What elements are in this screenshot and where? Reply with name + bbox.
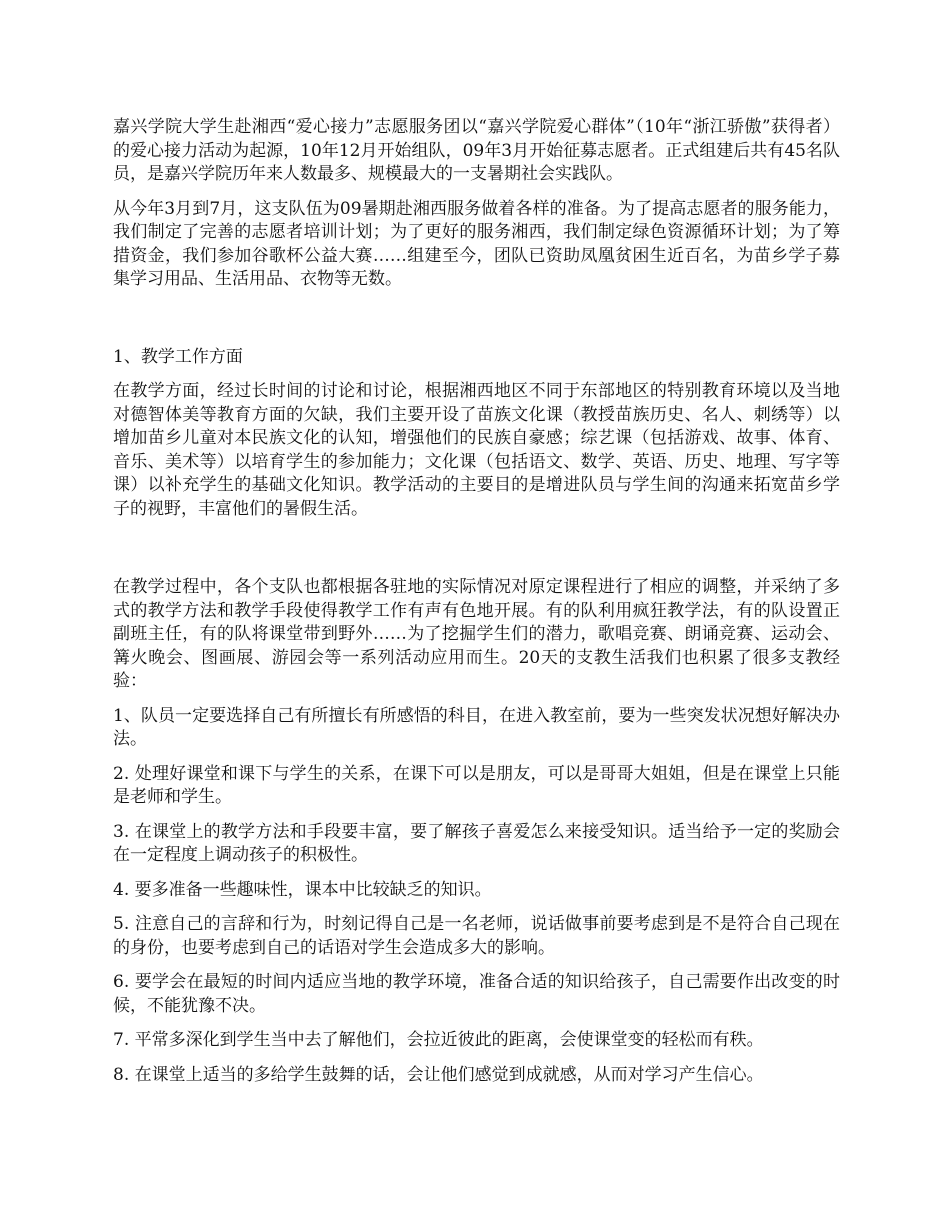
list-item: 7. 平常多深化到学生当中去了解他们，会拉近彼此的距离，会使课堂变的轻松而有秩。 [113, 1030, 764, 1050]
document-body [113, 116, 840, 1087]
list-item: 2. 处理好课堂和课下与学生的关系，在课下可以是朋友，可以是哥哥大姐姐，但是在课堂上只能是老师和学生。 [113, 763, 840, 807]
teaching-paragraph: 在教学方面，经过长时间的讨论和讨论，根据湘西地区不同于东部地区的特别教育环境以及当地对德智体美等教育方面的欠缺，我们主要开设了苗族文化课（教授苗族历史、名人、刺绣等）以增加苗乡儿童对本民族文化的认知，增强他们的民族自豪感；综艺课（包括游戏、故事、体育、音乐、美术等）以培育学生的参加能力；文化课（包括语文、数学、英语、历史、地理、写字等课）以补充学生的基础文化知识。教学活动的主要目的是增进队员与学生间的沟通来拓宽苗乡学子的视野，丰富他们的暑假生活。 [113, 381, 840, 519]
list-item: 3. 在课堂上的教学方法和手段要丰富，要了解孩子喜爱怎么来接受知识。适当给予一定的奖励会在一定程度上调动孩子的积极性。 [113, 821, 840, 865]
list-item: 4. 要多准备一些趣味性，课本中比较缺乏的知识。 [113, 879, 492, 900]
list-item: 8. 在课堂上适当的多给学生鼓舞的话，会让他们感觉到成就感，从而对学习产生信心。 [113, 1064, 764, 1085]
teaching-process-paragraph: 在教学过程中，各个支队也都根据各驻地的实际情况对原定课程进行了相应的调整，并采纳了多式的教学方法和教学手段使得教学工作有声有色地开展。有的队利用疯狂教学法，有的队设置正副班主任，有的队将课堂带到野外……为了挖掘学生们的潜力，歌唱竞赛、朗诵竞赛、运动会、篝火晚会、图画展、游园会等一系列活动应用而生。20天的支教生活我们也积累了很多支教经验： [113, 577, 840, 691]
section-heading-teaching: 1、教学工作方面 [113, 346, 243, 367]
list-item: 5. 注意自己的言辞和行为，时刻记得自己是一名老师，说话做事前要考虑到是不是符合自己现在的身份，也要考虑到自己的话语对学生会造成多大的影响。 [113, 914, 840, 958]
list-item: 1、队员一定要选择自己有所擅长有所感悟的科目，在进入教室前，要为一些突发状况想好解决办法。 [113, 705, 840, 749]
preparation-paragraph: 从今年3月到7月，这支队伍为09暑期赴湘西服务做着各样的准备。为了提高志愿者的服务能力，我们制定了完善的志愿者培训计划；为了更好的服务湘西，我们制定绿色资源循环计划；为了筹措资金，我们参加谷歌杯公益大赛……组建至今，团队已资助凤凰贫困生近百名，为苗乡学子募集学习用品、生活用品、衣物等无数。 [113, 198, 840, 289]
list-item: 6. 要学会在最短的时间内适应当地的教学环境，准备合适的知识给孩子，自己需要作出改变的时候，不能犹豫不决。 [113, 972, 840, 1016]
intro-paragraph: 嘉兴学院大学生赴湘西“爱心接力”志愿服务团以“嘉兴学院爱心群体”（10年“浙江骄傲”获得者）的爱心接力活动为起源，10年12月开始组队，09年3月开始征募志愿者。正式组建后共有45名队员，是嘉兴学院历年来人数最多、规模最大的一支暑期社会实践队。 [113, 117, 840, 184]
